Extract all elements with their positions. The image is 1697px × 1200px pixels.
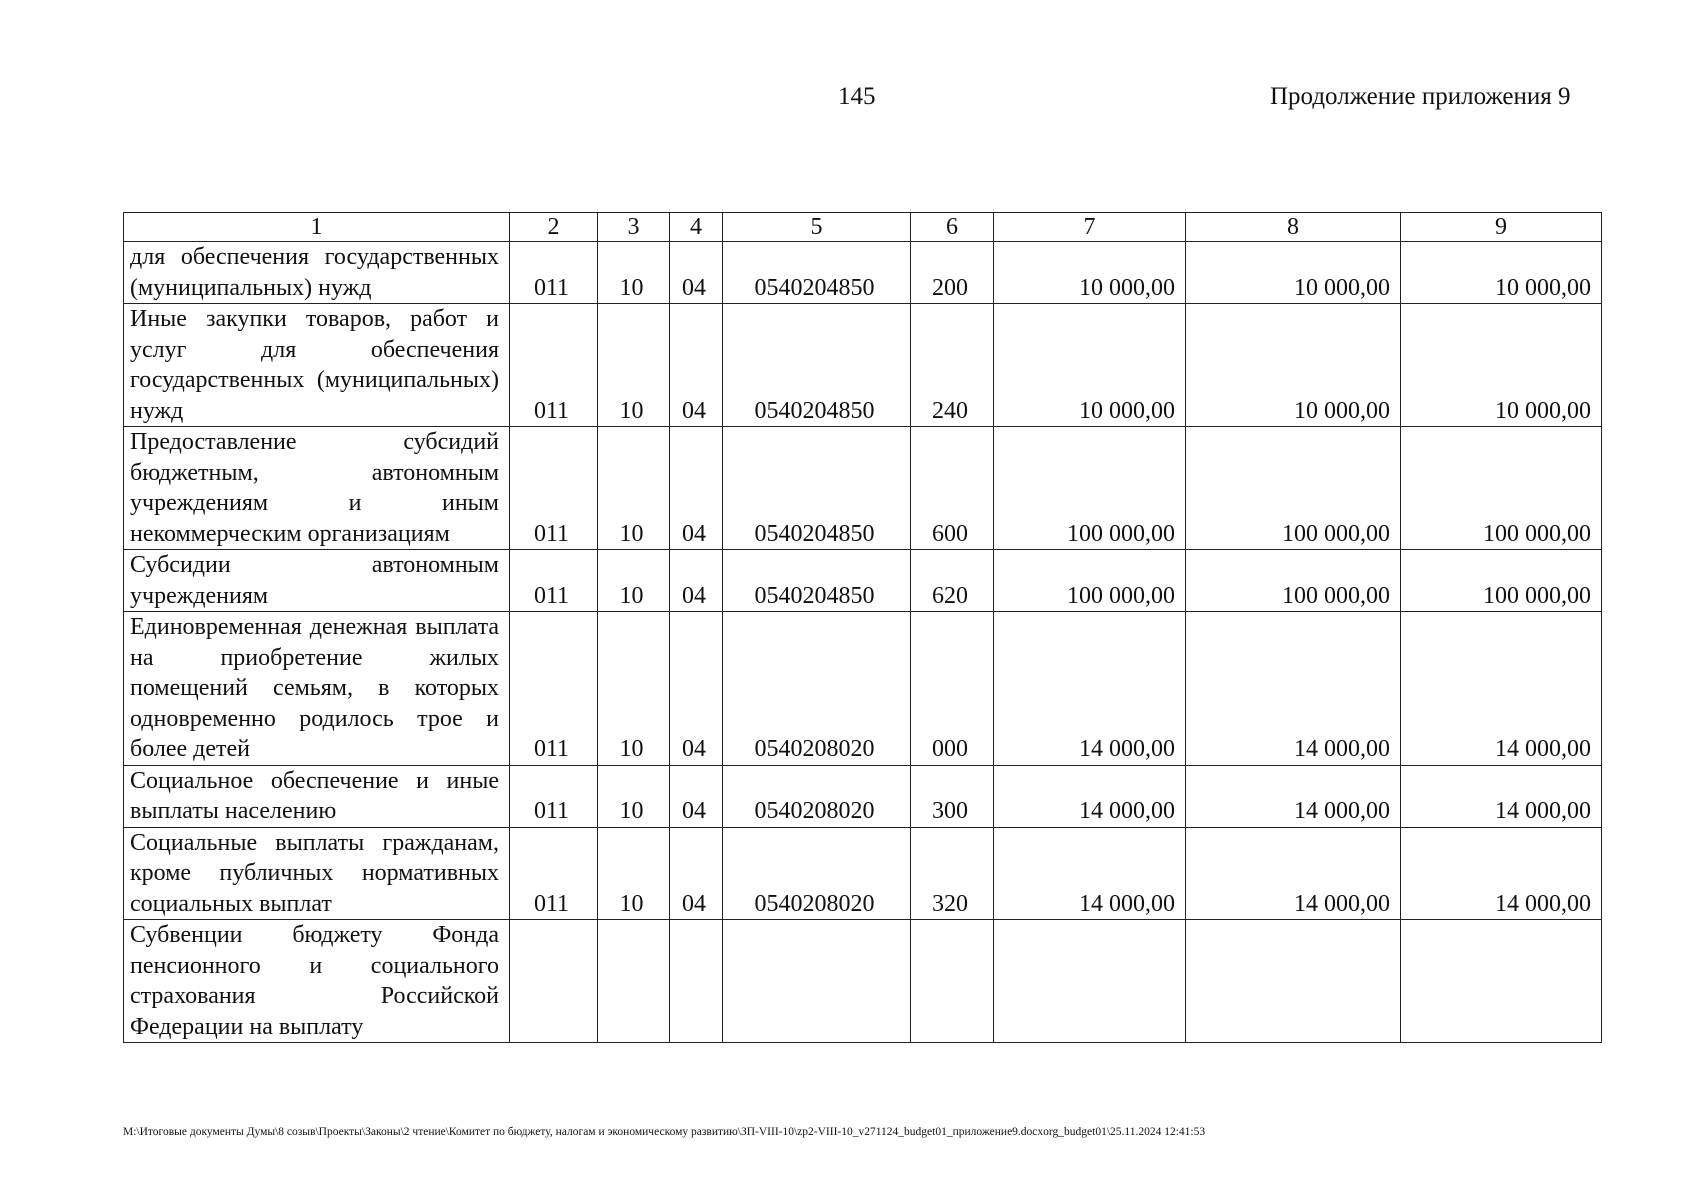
column-header: 4 — [670, 213, 723, 242]
row-description: Социальное обеспечение и иные выплаты населению — [124, 765, 510, 827]
expense-type-code: 000 — [911, 612, 994, 766]
amount-column-7: 100 000,00 — [994, 427, 1186, 550]
amount-column-9: 14 000,00 — [1401, 612, 1602, 766]
row-description: Социальные выплаты гражданам, кроме публичных нормативных социальных выплат — [124, 827, 510, 920]
amount-column-7: 14 000,00 — [994, 765, 1186, 827]
column-header: 2 — [510, 213, 598, 242]
subsection-code: 04 — [670, 827, 723, 920]
amount-column-7: 10 000,00 — [994, 242, 1186, 304]
row-description: Предоставление субсидий бюджетным, автономным учреждениям и иным некоммерческим организациям — [124, 427, 510, 550]
subsection-code: 04 — [670, 427, 723, 550]
ministry-code: 011 — [510, 550, 598, 612]
document-file-path: M:\Итоговые документы Думы\8 созыв\Проекты\Законы\2 чтение\Комитет по бюджету, налогам и экономическому развитию\ЗП-VIII-10\zp2-VIII-10_v271124_budget01_приложение9.docxorg_budget01\25.11.2024 12:41:53 — [123, 1126, 1206, 1138]
table-row — [124, 242, 1602, 304]
column-header: 8 — [1186, 213, 1401, 242]
table-row — [124, 827, 1602, 920]
target-article-code: 0540208020 — [723, 827, 911, 920]
amount-column-7: 10 000,00 — [994, 304, 1186, 427]
expense-type-code: 200 — [911, 242, 994, 304]
target-article-code — [723, 920, 911, 1043]
row-description: для обеспечения государственных (муниципальных) нужд — [124, 242, 510, 304]
expense-type-code: 300 — [911, 765, 994, 827]
page-number: 145 — [838, 83, 876, 110]
table-row — [124, 550, 1602, 612]
table-row — [124, 920, 1602, 1043]
row-description: Субсидии автономным учреждениям — [124, 550, 510, 612]
amount-column-7: 14 000,00 — [994, 612, 1186, 766]
section-code: 10 — [598, 765, 670, 827]
ministry-code — [510, 920, 598, 1043]
target-article-code: 0540204850 — [723, 242, 911, 304]
row-description: Единовременная денежная выплата на приобретение жилых помещений семьям, в которых одновременно родилось трое и более детей — [124, 612, 510, 766]
amount-column-8: 10 000,00 — [1186, 242, 1401, 304]
amount-column-8: 14 000,00 — [1186, 765, 1401, 827]
amount-column-8: 14 000,00 — [1186, 612, 1401, 766]
amount-column-9: 14 000,00 — [1401, 827, 1602, 920]
table-row — [124, 304, 1602, 427]
expense-type-code: 320 — [911, 827, 994, 920]
target-article-code: 0540204850 — [723, 427, 911, 550]
amount-column-8: 14 000,00 — [1186, 827, 1401, 920]
section-code: 10 — [598, 304, 670, 427]
expense-type-code: 620 — [911, 550, 994, 612]
ministry-code: 011 — [510, 612, 598, 766]
table-header-row — [124, 213, 1602, 242]
table-row — [124, 427, 1602, 550]
ministry-code: 011 — [510, 765, 598, 827]
column-header: 9 — [1401, 213, 1602, 242]
amount-column-8: 100 000,00 — [1186, 427, 1401, 550]
ministry-code: 011 — [510, 304, 598, 427]
section-code: 10 — [598, 550, 670, 612]
column-header: 7 — [994, 213, 1186, 242]
column-header: 6 — [911, 213, 994, 242]
amount-column-9: 100 000,00 — [1401, 427, 1602, 550]
section-code: 10 — [598, 242, 670, 304]
ministry-code: 011 — [510, 427, 598, 550]
subsection-code: 04 — [670, 550, 723, 612]
section-code: 10 — [598, 427, 670, 550]
ministry-code: 011 — [510, 827, 598, 920]
target-article-code: 0540204850 — [723, 550, 911, 612]
amount-column-8 — [1186, 920, 1401, 1043]
column-header: 1 — [124, 213, 510, 242]
amount-column-9: 10 000,00 — [1401, 242, 1602, 304]
column-header: 5 — [723, 213, 911, 242]
target-article-code: 0540208020 — [723, 612, 911, 766]
ministry-code: 011 — [510, 242, 598, 304]
appendix-continuation-note: Продолжение приложения 9 — [1270, 83, 1571, 110]
row-description: Иные закупки товаров, работ и услуг для обеспечения государственных (муниципальных) нужд — [124, 304, 510, 427]
budget-table — [123, 212, 1602, 1043]
subsection-code: 04 — [670, 242, 723, 304]
section-code — [598, 920, 670, 1043]
target-article-code: 0540204850 — [723, 304, 911, 427]
target-article-code: 0540208020 — [723, 765, 911, 827]
section-code: 10 — [598, 827, 670, 920]
amount-column-9: 14 000,00 — [1401, 765, 1602, 827]
subsection-code: 04 — [670, 304, 723, 427]
amount-column-7 — [994, 920, 1186, 1043]
table-row — [124, 765, 1602, 827]
section-code: 10 — [598, 612, 670, 766]
amount-column-9 — [1401, 920, 1602, 1043]
subsection-code — [670, 920, 723, 1043]
expense-type-code — [911, 920, 994, 1043]
amount-column-7: 14 000,00 — [994, 827, 1186, 920]
row-description: Субвенции бюджету Фонда пенсионного и социального страхования Российской Федерации на выплату — [124, 920, 510, 1043]
column-header: 3 — [598, 213, 670, 242]
amount-column-8: 100 000,00 — [1186, 550, 1401, 612]
amount-column-7: 100 000,00 — [994, 550, 1186, 612]
table-row — [124, 612, 1602, 766]
subsection-code: 04 — [670, 765, 723, 827]
subsection-code: 04 — [670, 612, 723, 766]
expense-type-code: 600 — [911, 427, 994, 550]
amount-column-8: 10 000,00 — [1186, 304, 1401, 427]
expense-type-code: 240 — [911, 304, 994, 427]
amount-column-9: 100 000,00 — [1401, 550, 1602, 612]
amount-column-9: 10 000,00 — [1401, 304, 1602, 427]
